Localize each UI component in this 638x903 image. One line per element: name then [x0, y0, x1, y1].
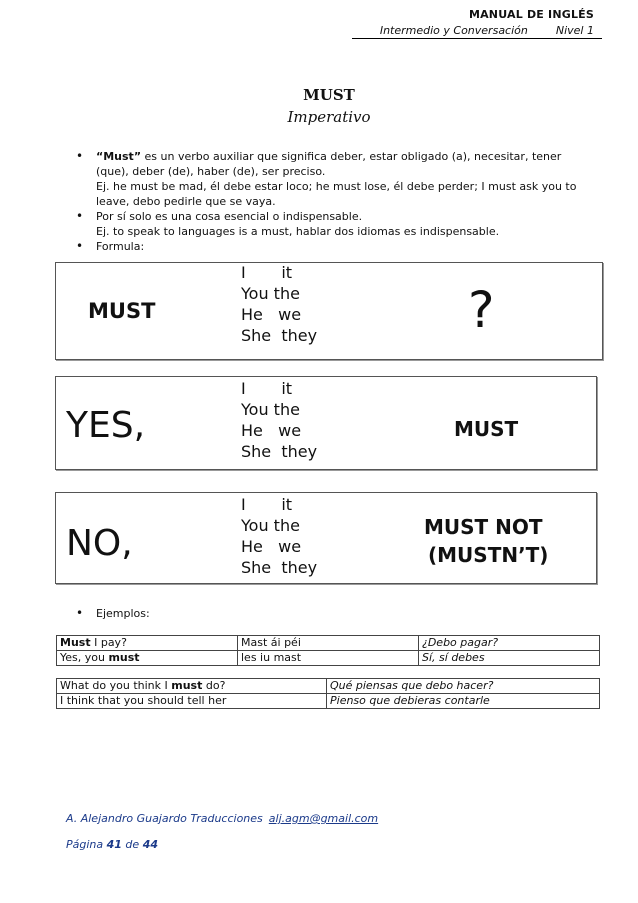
- must-not-text: MUST NOT: [424, 515, 543, 539]
- definition-item-must: [68, 149, 588, 209]
- formula-box-yes: [55, 376, 597, 470]
- no-label: NO,: [66, 523, 133, 564]
- formula-box-question: [55, 262, 603, 360]
- table-cell: ¿Debo pagar?: [419, 636, 600, 651]
- table-row: [57, 679, 600, 694]
- total-pages: 44: [142, 838, 158, 851]
- pronoun-list-no: [241, 494, 317, 578]
- course-subtitle: [380, 24, 594, 37]
- example-table-1: [56, 635, 600, 666]
- table-row: [57, 694, 600, 709]
- must-example-1: Ej. he must be mad, él debe estar loco; he must lose, él debe perder; I must ask you to: [96, 180, 577, 193]
- footer-author: [66, 812, 378, 825]
- header-rule: [352, 38, 602, 39]
- question-must: MUST: [88, 299, 156, 323]
- section-subtitle: Imperativo: [287, 108, 371, 126]
- formula-box-no: [55, 492, 597, 584]
- definition-item-noun: [68, 209, 588, 239]
- pronoun-row: She they: [241, 326, 318, 345]
- examples-list: [68, 606, 588, 621]
- table-cell: What do you think I must do?: [57, 679, 327, 694]
- question-mark: ?: [468, 281, 495, 339]
- mustnt-text: (MUSTN’T): [428, 543, 549, 567]
- yes-must: MUST: [454, 417, 519, 441]
- pronoun-row: She they: [241, 442, 318, 461]
- pronoun-row: I it: [241, 379, 293, 398]
- pronoun-row: He we: [241, 537, 302, 556]
- pronoun-row: He we: [241, 421, 302, 440]
- formula-label: • Formula:: [96, 240, 145, 253]
- example-table-2: [56, 678, 600, 709]
- pronoun-row: He we: [241, 305, 302, 324]
- section-title: MUST: [303, 86, 355, 104]
- table-row: [57, 651, 600, 666]
- table-cell: Pienso que debieras contarle: [327, 694, 600, 709]
- definition-item-formula: [68, 239, 588, 254]
- table-cell: Must I pay?: [57, 636, 238, 651]
- table-cell: les iu mast: [238, 651, 419, 666]
- noun-example: Ej. to speak to languages is a must, hablar dos idiomas es indispensable.: [96, 225, 500, 238]
- examples-label: • Ejemplos:: [68, 606, 588, 621]
- must-definition: es un verbo auxiliar que significa deber, estar obligado (a), necesitar, tener: [141, 150, 562, 163]
- table-cell: Qué piensas que debo hacer?: [327, 679, 600, 694]
- author-name: A. Alejandro Guajardo Traducciones: [66, 812, 263, 825]
- no-must-not: [424, 513, 548, 569]
- must-example-2: leave, debo pedirle que se vaya.: [96, 195, 276, 208]
- table-cell: I think that you should tell her: [57, 694, 327, 709]
- table-cell: Yes, you must: [57, 651, 238, 666]
- pronoun-row: You the: [241, 400, 300, 419]
- table-row: [57, 636, 600, 651]
- definition-list: [68, 149, 588, 254]
- table-cell: Sí, sí debes: [419, 651, 600, 666]
- must-definition-cont: (que), deber (de), haber (de), ser preciso.: [96, 165, 326, 178]
- pronoun-row: She they: [241, 558, 318, 577]
- current-page: 41: [106, 838, 122, 851]
- pronoun-row: I it: [241, 263, 293, 282]
- yes-label: YES,: [66, 405, 146, 446]
- course-level: Nivel 1: [555, 24, 594, 37]
- page-number: Página 41 de 44: [66, 838, 158, 851]
- pronoun-row: You the: [241, 284, 300, 303]
- noun-definition: • Por sí solo es una cosa esencial o indispensable.: [96, 210, 363, 223]
- pronoun-list-question: [241, 262, 317, 346]
- must-term: “Must”: [96, 150, 142, 163]
- pronoun-row: You the: [241, 516, 300, 535]
- table-cell: Mast ái péi: [238, 636, 419, 651]
- pronoun-list-yes: [241, 378, 317, 462]
- author-email-link[interactable]: alj.agm@gmail.com: [268, 812, 379, 825]
- manual-title: MANUAL DE INGLÉS: [468, 8, 594, 21]
- pronoun-row: I it: [241, 495, 293, 514]
- course-name: Intermedio y Conversación: [379, 24, 528, 37]
